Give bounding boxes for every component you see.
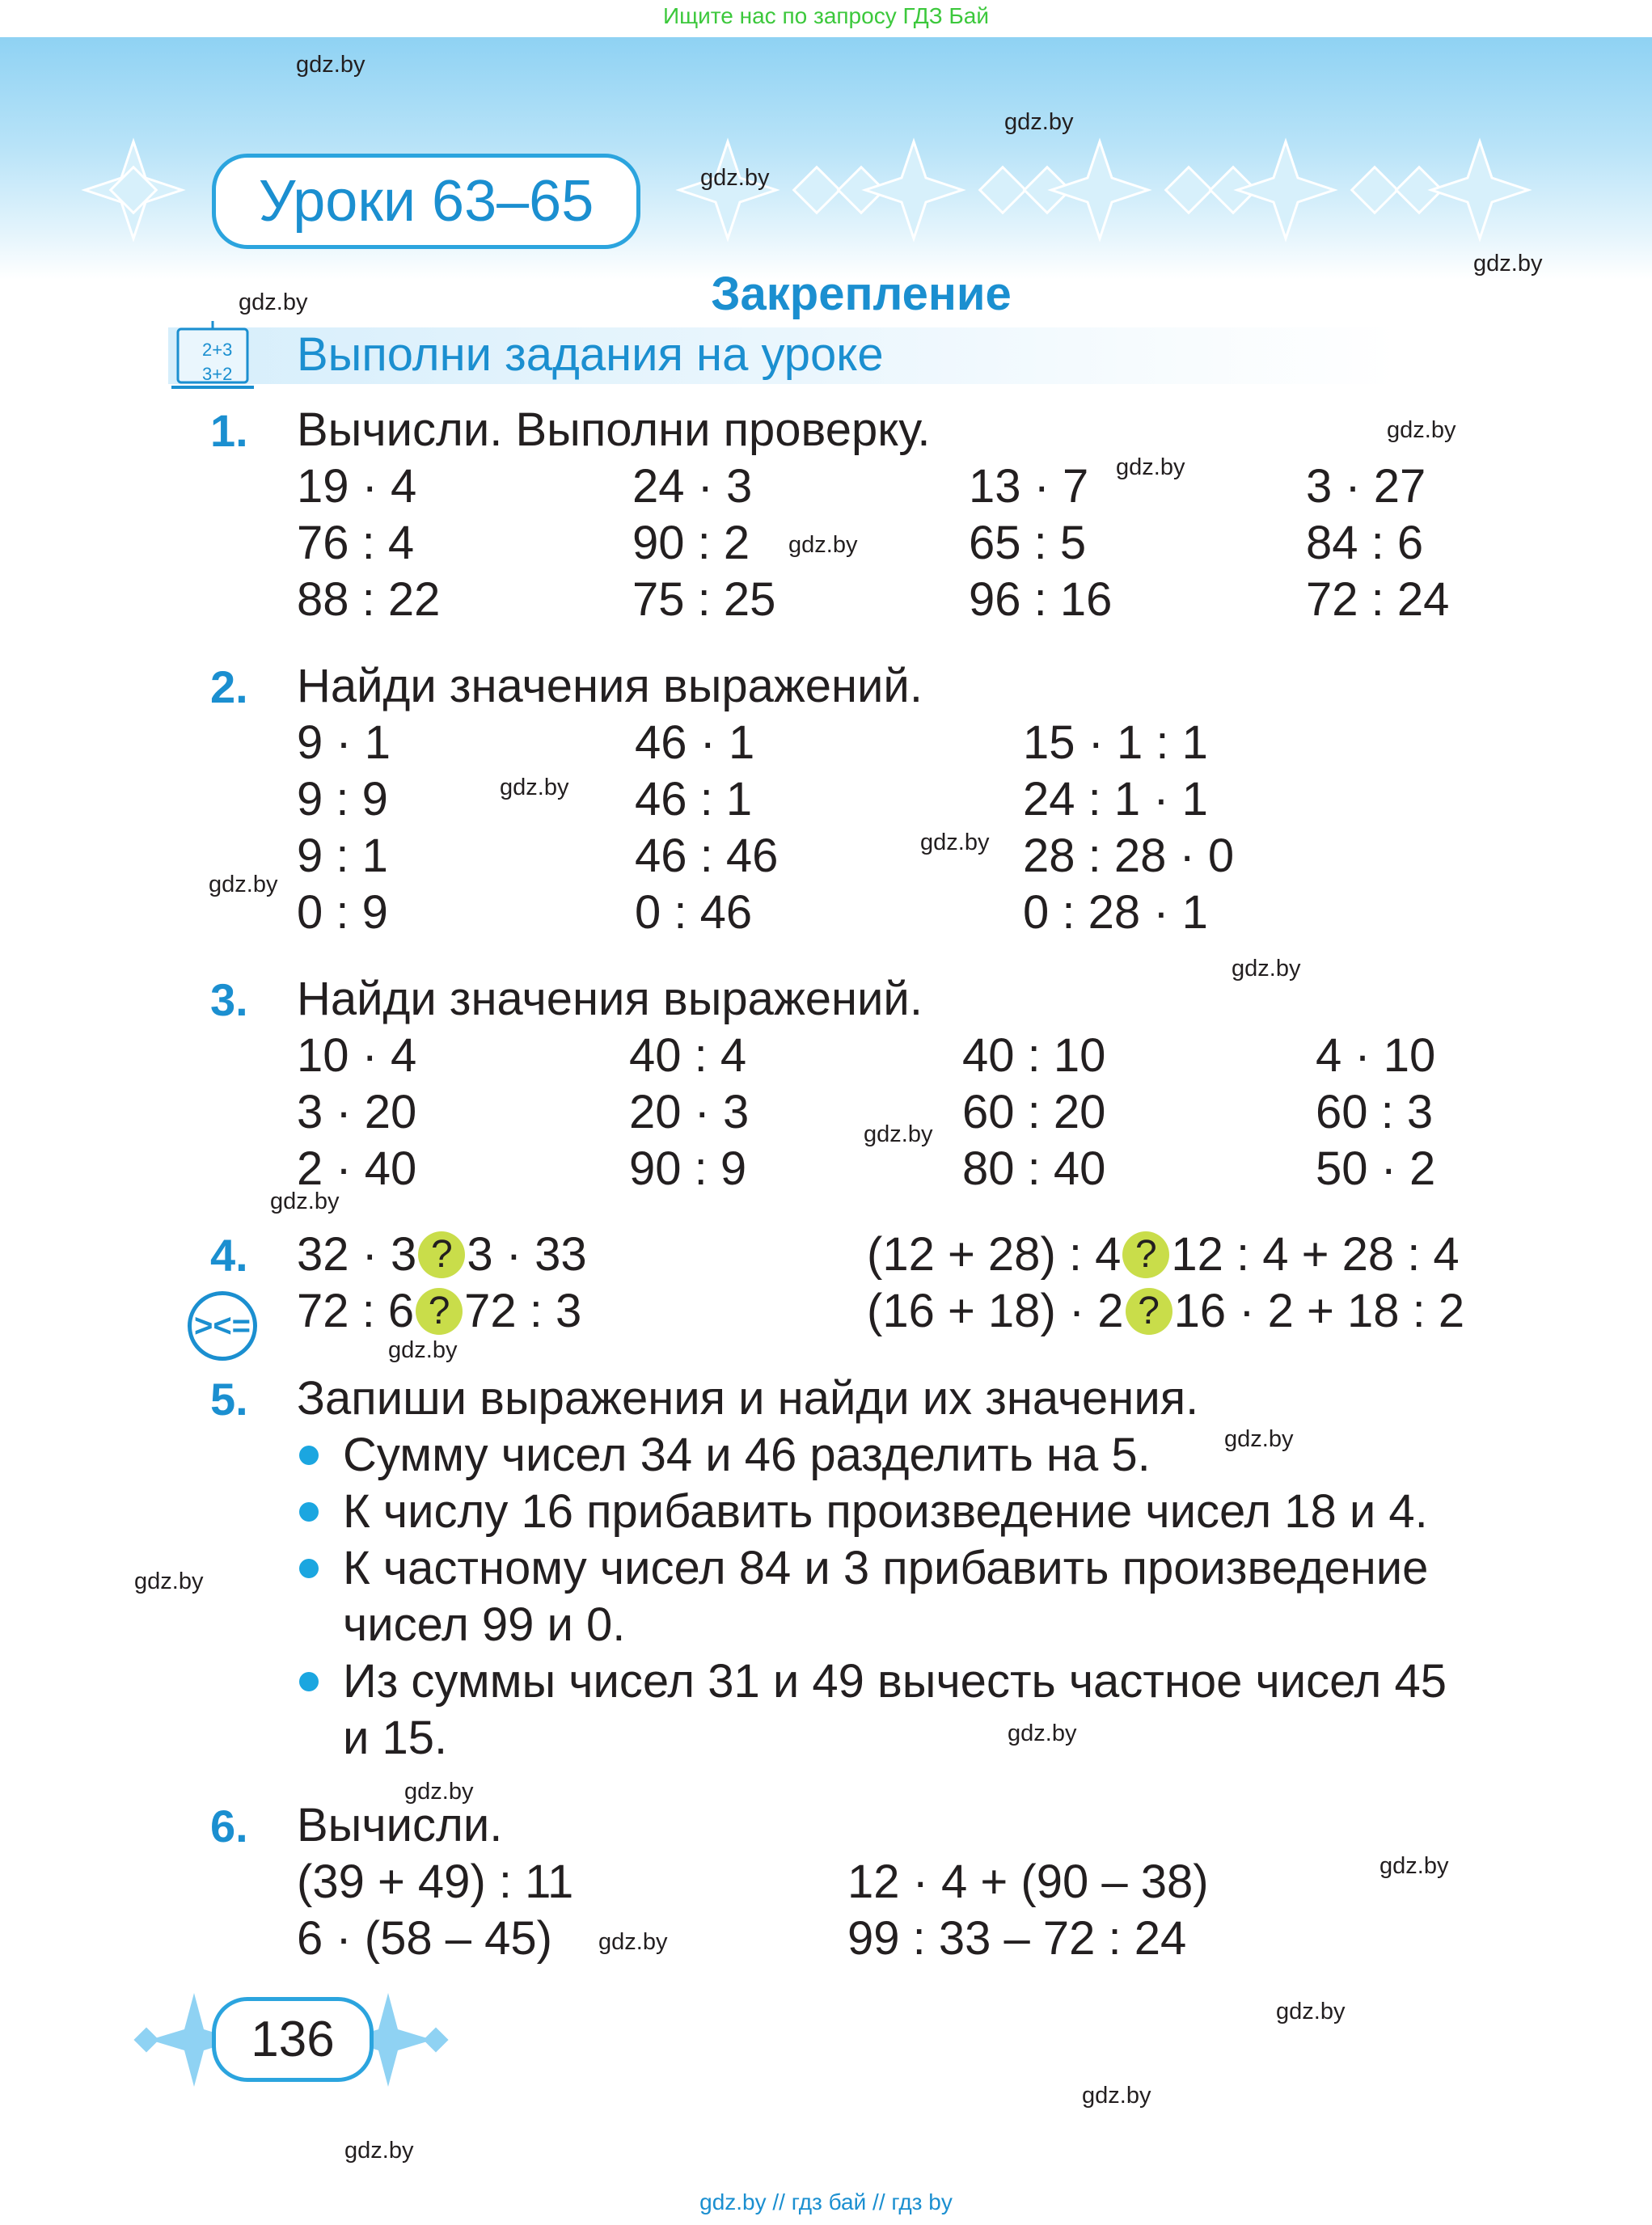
expression: 10 · 4 xyxy=(297,1029,417,1082)
comparison-left: (16 + 18) · 2 xyxy=(867,1285,1124,1337)
section-subtitle: Закрепление xyxy=(711,268,1012,320)
comparison-row xyxy=(867,1284,1464,1338)
watermark: gdz.by xyxy=(1082,2083,1151,2109)
exercise-number: 3. xyxy=(210,974,248,1025)
task-bullet-text: К частному чисел 84 и 3 прибавить произведение xyxy=(343,1542,1429,1594)
lesson-title-box xyxy=(212,154,640,249)
expression: 90 : 9 xyxy=(629,1142,747,1195)
watermark: gdz.by xyxy=(1232,956,1301,982)
expression: 20 · 3 xyxy=(629,1086,750,1138)
exercise-number: 6. xyxy=(210,1801,248,1851)
expression: 60 : 20 xyxy=(962,1086,1106,1138)
expression: 40 : 4 xyxy=(629,1029,747,1082)
expression: 46 : 46 xyxy=(635,830,779,882)
bullet-icon xyxy=(299,1446,319,1465)
expression: 75 : 25 xyxy=(632,573,776,626)
comparison-row xyxy=(297,1227,587,1281)
expression: 6 · (58 – 45) xyxy=(297,1912,552,1965)
expression: 24 · 3 xyxy=(632,460,753,513)
expression: 9 · 1 xyxy=(297,716,391,769)
expression: 4 · 10 xyxy=(1316,1029,1436,1082)
comparison-left: 72 : 6 xyxy=(297,1285,415,1337)
watermark: gdz.by xyxy=(209,872,278,897)
expression: 84 : 6 xyxy=(1306,517,1424,569)
top-banner xyxy=(0,0,1652,37)
expression: 19 · 4 xyxy=(297,460,417,513)
expression: 76 : 4 xyxy=(297,517,415,569)
top-banner-text: Ищите нас по запросу ГДЗ Бай xyxy=(662,3,990,28)
ornament-left-icon xyxy=(81,137,186,243)
question-mark-icon: ? xyxy=(1126,1288,1172,1335)
lesson-title: Уроки 63–65 xyxy=(258,169,594,234)
expression: 46 · 1 xyxy=(635,716,755,769)
watermark: gdz.by xyxy=(404,1779,474,1805)
expression: (39 + 49) : 11 xyxy=(297,1856,574,1908)
expression: 9 : 1 xyxy=(297,830,388,882)
comparison-right: 72 : 3 xyxy=(464,1285,582,1337)
exercise-title: Вычисли. xyxy=(297,1799,503,1851)
expression: 99 : 33 – 72 : 24 xyxy=(847,1912,1187,1965)
exercise-title: Найди значения выражений. xyxy=(297,973,923,1025)
board-line-1: 2+3 xyxy=(202,340,233,360)
exercise-number: 1. xyxy=(210,405,248,456)
watermark: gdz.by xyxy=(1116,454,1185,480)
compare-signs-label: ><= xyxy=(193,1308,251,1344)
watermark: gdz.by xyxy=(1008,1720,1077,1746)
watermark: gdz.by xyxy=(344,2138,414,2164)
expression: 3 · 27 xyxy=(1306,460,1426,513)
expression: 24 : 1 · 1 xyxy=(1023,773,1208,825)
board-line-2: 3+2 xyxy=(202,364,233,384)
comparison-row xyxy=(867,1227,1460,1281)
comparison-right: 3 · 33 xyxy=(467,1228,587,1281)
watermark: gdz.by xyxy=(598,1929,668,1955)
watermark: gdz.by xyxy=(700,165,770,191)
watermark: gdz.by xyxy=(388,1337,458,1363)
task-bullet-text: и 15. xyxy=(343,1712,448,1764)
watermark: gdz.by xyxy=(239,289,308,315)
comparison-row xyxy=(297,1284,581,1338)
expression: 0 : 46 xyxy=(635,886,753,939)
comparison-left: 32 · 3 xyxy=(297,1228,417,1281)
watermark: gdz.by xyxy=(920,830,990,855)
expression: 2 · 40 xyxy=(297,1142,417,1195)
task-bullet-text: К числу 16 прибавить произведение чисел 18 и 4. xyxy=(343,1485,1428,1538)
watermark: gdz.by xyxy=(270,1188,340,1214)
expression: 50 · 2 xyxy=(1316,1142,1436,1195)
exercise-title: Найди значения выражений. xyxy=(297,660,923,712)
exercise-title: Запиши выражения и найди их значения. xyxy=(297,1372,1199,1425)
task-bullet-text: Сумму чисел 34 и 46 разделить на 5. xyxy=(343,1429,1151,1481)
watermark: gdz.by xyxy=(296,52,365,78)
expression: 3 · 20 xyxy=(297,1086,417,1138)
expression: 80 : 40 xyxy=(962,1142,1106,1195)
question-mark-icon: ? xyxy=(416,1288,463,1335)
expression: 96 : 16 xyxy=(969,573,1113,626)
expression: 0 : 28 · 1 xyxy=(1023,886,1208,939)
expression: 13 · 7 xyxy=(969,460,1089,513)
expression: 90 : 2 xyxy=(632,517,750,569)
watermark: gdz.by xyxy=(1379,1853,1449,1879)
watermark: gdz.by xyxy=(1387,417,1456,443)
exercise-number: 2. xyxy=(210,661,248,712)
comparison-left: (12 + 28) : 4 xyxy=(867,1228,1122,1281)
expression: 40 : 10 xyxy=(962,1029,1106,1082)
watermark: gdz.by xyxy=(1276,1999,1346,2024)
expression: 65 : 5 xyxy=(969,517,1087,569)
task-bullet-text: чисел 99 и 0. xyxy=(343,1598,626,1651)
task-bullet-text: Из суммы чисел 31 и 49 вычесть частное чисел 45 xyxy=(343,1655,1447,1708)
expression: 88 : 22 xyxy=(297,573,441,626)
question-mark-icon: ? xyxy=(1122,1231,1169,1278)
expression: 46 : 1 xyxy=(635,773,753,825)
page-number: 136 xyxy=(251,2012,335,2067)
watermark: gdz.by xyxy=(1004,109,1074,135)
task-instruction: Выполни задания на уроке xyxy=(297,328,884,381)
exercise-title: Вычисли. Выполни проверку. xyxy=(297,403,931,456)
exercise-number: 4. xyxy=(210,1230,248,1281)
ornament-right-icon xyxy=(671,137,1577,243)
compare-signs-icon xyxy=(188,1291,257,1361)
exercise-number: 5. xyxy=(210,1374,248,1425)
bullet-icon xyxy=(299,1672,319,1691)
expression: 12 · 4 + (90 – 38) xyxy=(847,1856,1209,1908)
expression: 60 : 3 xyxy=(1316,1086,1434,1138)
watermark: gdz.by xyxy=(864,1121,933,1147)
comparison-right: 12 : 4 + 28 : 4 xyxy=(1171,1228,1460,1281)
watermark: gdz.by xyxy=(788,532,858,558)
expression: 72 : 24 xyxy=(1306,573,1450,626)
bullet-icon xyxy=(299,1559,319,1578)
expression: 15 · 1 : 1 xyxy=(1023,716,1208,769)
bullet-icon xyxy=(299,1502,319,1522)
watermark: gdz.by xyxy=(1224,1426,1294,1452)
question-mark-icon: ? xyxy=(418,1231,465,1278)
page-number-box xyxy=(212,1997,374,2082)
expression: 9 : 9 xyxy=(297,773,388,825)
watermark: gdz.by xyxy=(1473,251,1543,277)
watermark: gdz.by xyxy=(134,1568,204,1594)
expression: 28 : 28 · 0 xyxy=(1023,830,1235,882)
footer-links: gdz.by // гдз бай // гдз by xyxy=(699,2189,953,2214)
comparison-right: 16 · 2 + 18 : 2 xyxy=(1173,1285,1465,1337)
expression: 0 : 9 xyxy=(297,886,388,939)
watermark: gdz.by xyxy=(500,775,569,800)
